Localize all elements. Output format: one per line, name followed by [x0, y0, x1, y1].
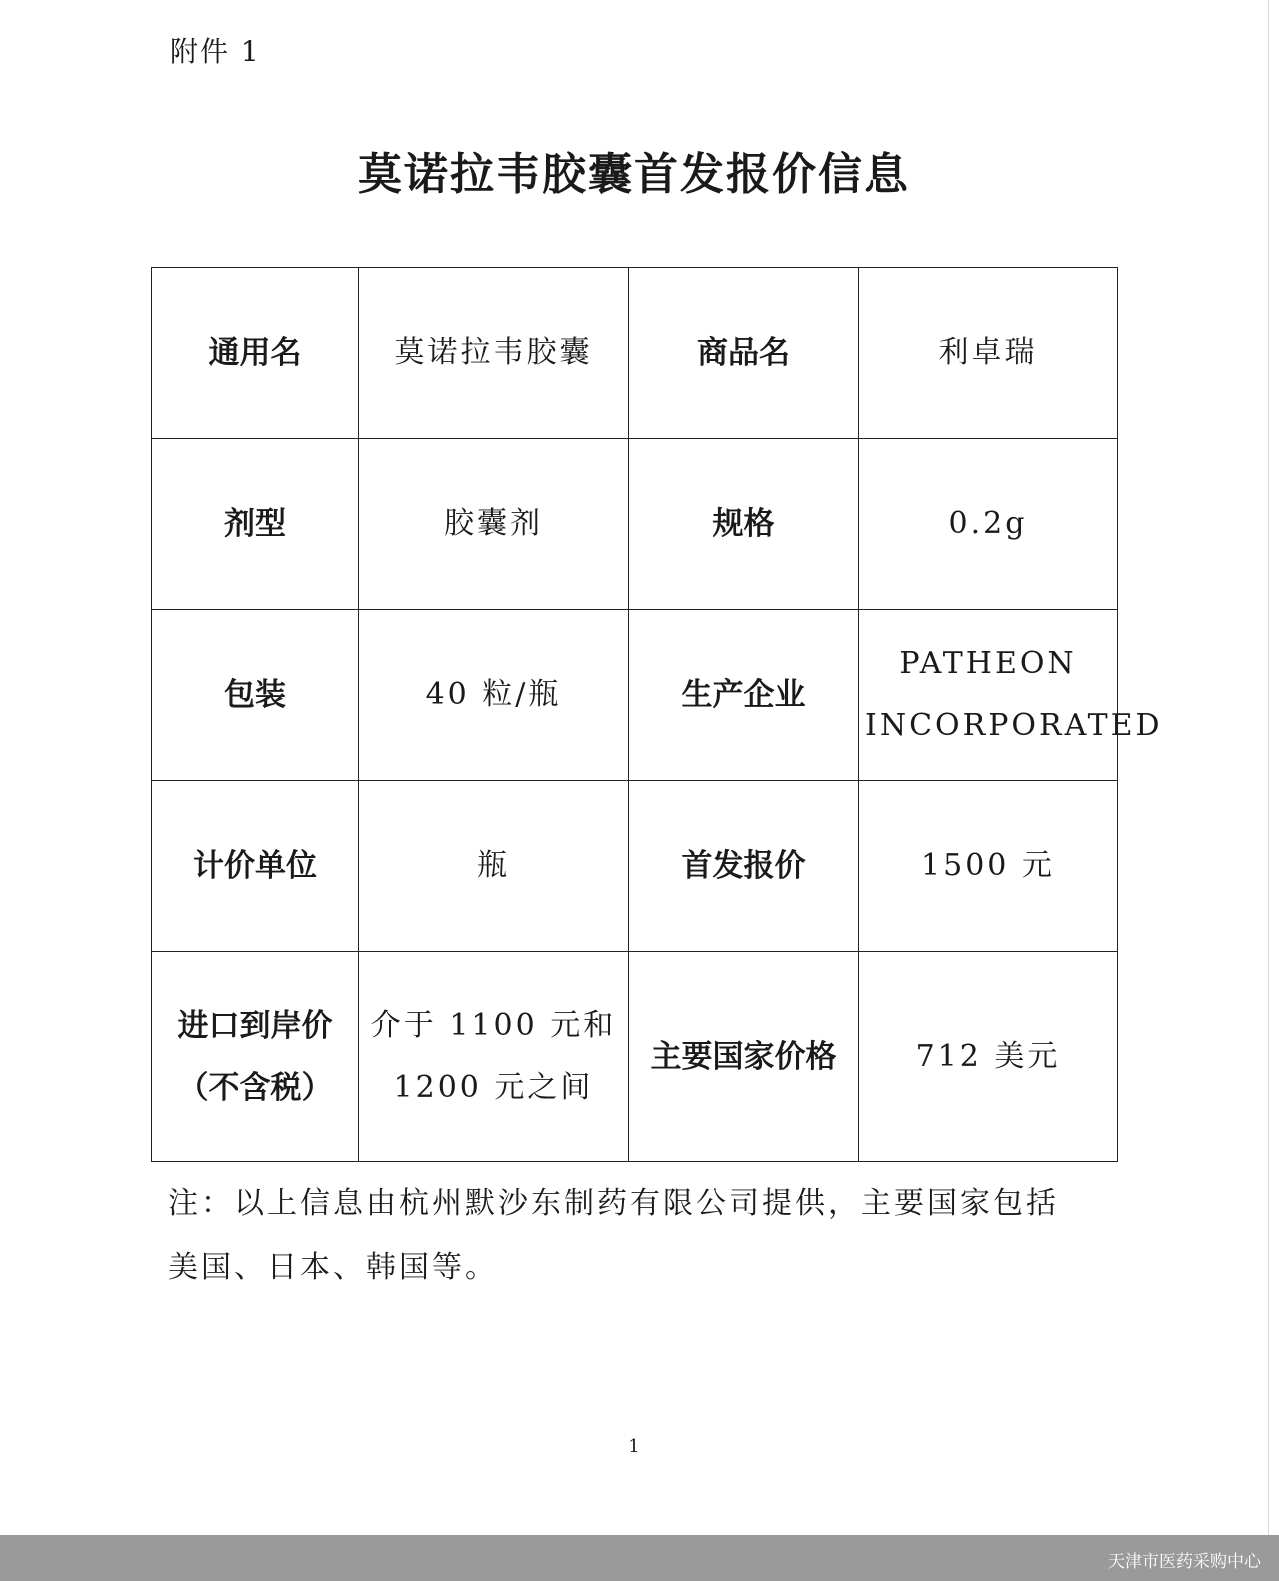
field-label-cell: [629, 610, 859, 781]
table-row: [152, 952, 1118, 1162]
field-label-cell: [152, 439, 359, 610]
field-value: 莫诺拉韦胶囊: [394, 335, 593, 370]
table-row: [152, 439, 1118, 610]
table-row: [152, 268, 1118, 439]
watermark-bar: [0, 1535, 1279, 1581]
field-value-cell: [359, 781, 629, 952]
field-value: 利卓瑞: [938, 335, 1038, 370]
field-value: PATHEON: [899, 646, 1077, 681]
field-value: 1500 元: [921, 848, 1055, 883]
field-value-cell: [859, 268, 1118, 439]
field-value-cell: [359, 610, 629, 781]
field-value: 胶囊剂: [444, 506, 543, 541]
field-label: 规格: [712, 506, 775, 542]
field-value: 40 粒/瓶: [425, 677, 562, 712]
field-label: 首发报价: [681, 848, 806, 884]
field-label-cell: [152, 952, 359, 1162]
field-label: 商品名: [697, 335, 790, 371]
field-value: 介于 1100 元和: [370, 1007, 617, 1043]
field-value-cell: [359, 268, 629, 439]
field-value-cell: [359, 439, 629, 610]
field-label: （不含税）: [177, 1069, 333, 1106]
watermark-text: 天津市医药采购中心: [1108, 1552, 1261, 1572]
field-label-cell: [629, 952, 859, 1162]
footnote: 注：以上信息由杭州默沙东制药有限公司提供，主要国家包括美国、日本、韩国等。: [168, 1186, 1059, 1285]
field-label: 包装: [224, 677, 286, 713]
field-value-cell: [359, 952, 629, 1162]
field-label: 剂型: [224, 506, 286, 542]
attachment-label: 附件 1: [170, 35, 261, 68]
field-label-cell: [629, 781, 859, 952]
field-label: 生产企业: [681, 677, 806, 713]
field-value-cell: [859, 952, 1118, 1162]
field-value: 瓶: [477, 848, 510, 883]
table-row: [152, 610, 1118, 781]
field-label: 通用名: [208, 335, 302, 371]
field-value-cell: [859, 781, 1118, 952]
field-label: 进口到岸价: [177, 1007, 333, 1044]
drug-info-table: [151, 267, 1163, 1162]
field-label-cell: [629, 439, 859, 610]
field-value: INCORPORATED: [865, 708, 1163, 743]
field-value-cell: [859, 439, 1118, 610]
table-row: [152, 781, 1118, 952]
field-label-cell: [152, 781, 359, 952]
field-label-cell: [152, 268, 359, 439]
field-value: 712 美元: [915, 1038, 1061, 1074]
field-label-cell: [152, 610, 359, 781]
field-value: 1200 元之间: [393, 1069, 594, 1105]
field-label: 主要国家价格: [650, 1038, 837, 1075]
field-label: 计价单位: [193, 848, 317, 884]
field-value: 0.2g: [948, 506, 1028, 541]
document-title: 莫诺拉韦胶囊首发报价信息: [358, 149, 910, 200]
field-value-cell: [859, 610, 1163, 781]
field-label-cell: [629, 268, 859, 439]
page-number: 1: [628, 1436, 640, 1457]
